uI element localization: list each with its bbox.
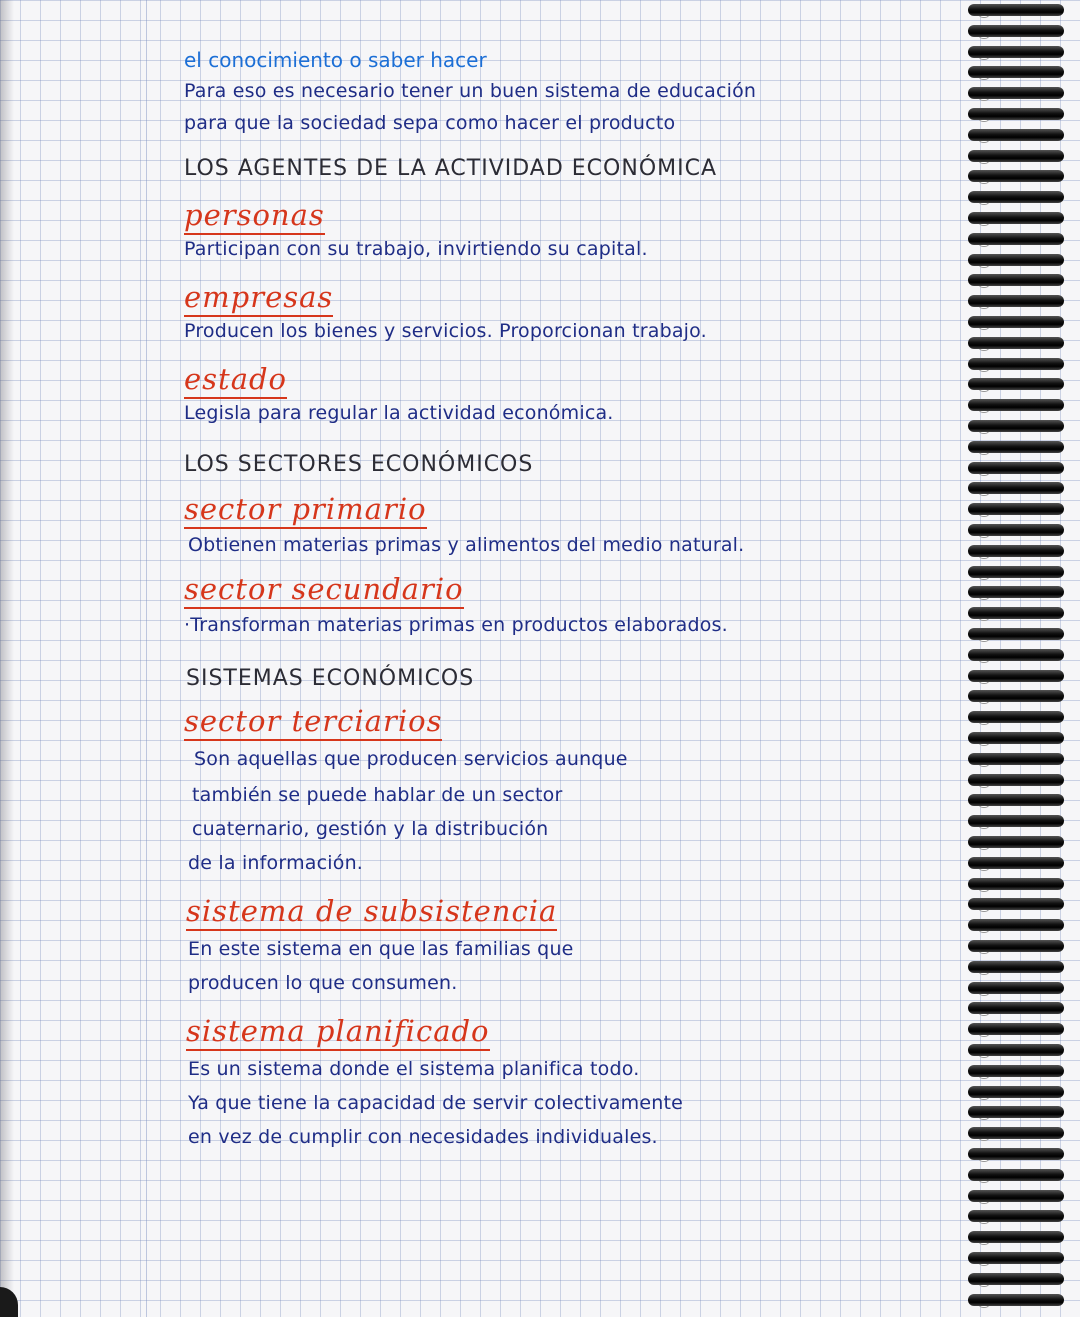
binding-hole <box>978 276 990 288</box>
note-line-secundario: ·Transforman materias primas en productos elaborados. <box>184 614 728 636</box>
spiral-coil <box>968 857 1064 869</box>
spiral-coil <box>968 150 1064 162</box>
binding-hole <box>978 796 990 808</box>
spiral-coil <box>968 836 1064 848</box>
binding-hole <box>978 152 990 164</box>
subheading-sector-secundario <box>184 572 464 609</box>
spiral-coil <box>968 1002 1064 1014</box>
binding-hole <box>978 68 990 80</box>
binding-hole <box>978 1025 990 1037</box>
binding-hole <box>978 588 990 600</box>
spiral-coil <box>968 1252 1064 1264</box>
binding-hole <box>978 484 990 496</box>
binding-hole <box>978 984 990 996</box>
subheading-sector-terciarios <box>184 704 442 741</box>
spiral-coil <box>968 170 1064 182</box>
spiral-coil <box>968 878 1064 890</box>
spiral-coil <box>968 1023 1064 1035</box>
binding-hole <box>978 27 990 39</box>
spiral-coil <box>968 1148 1064 1160</box>
binding-hole <box>978 672 990 684</box>
binding-hole <box>978 48 990 60</box>
spiral-coil <box>968 399 1064 411</box>
heading-sistemas: SISTEMAS ECONÓMICOS <box>186 666 475 691</box>
note-line-terciarios-2: también se puede hablar de un sector <box>192 784 563 806</box>
note-line-3: para que la sociedad sepa como hacer el producto <box>184 112 676 134</box>
binding-hole <box>978 235 990 247</box>
subheading-sector-primario <box>184 492 427 529</box>
binding-hole <box>978 817 990 829</box>
spiral-coil <box>968 358 1064 370</box>
note-line-planificado-2: Ya que tiene la capacidad de servir colectivamente <box>188 1092 684 1114</box>
binding-hole <box>978 713 990 725</box>
binding-hole <box>978 880 990 892</box>
note-line-planificado-3: en vez de cumplir con necesidades individuales. <box>188 1126 658 1148</box>
binding-hole <box>978 172 990 184</box>
spiral-coil <box>968 690 1064 702</box>
spiral-coil <box>968 482 1064 494</box>
spiral-coil <box>968 25 1064 37</box>
spiral-coil <box>968 295 1064 307</box>
heading-sectores: LOS SECTORES ECONÓMICOS <box>184 452 534 477</box>
spiral-coil <box>968 337 1064 349</box>
note-line-planificado-1: Es un sistema donde el sistema planifica todo. <box>188 1058 640 1080</box>
note-line-subsistencia-1: En este sistema en que las familias que <box>188 938 574 960</box>
spiral-coil <box>968 66 1064 78</box>
spiral-coil <box>968 711 1064 723</box>
subheading-sistema-subsistencia-text: sistema de subsistencia <box>186 894 557 931</box>
spiral-coil <box>968 898 1064 910</box>
spiral-coil <box>968 420 1064 432</box>
spiral-coil <box>968 649 1064 661</box>
spiral-coil <box>968 1294 1064 1306</box>
spiral-coil <box>968 524 1064 536</box>
binding-hole <box>978 193 990 205</box>
binding-hole <box>978 1171 990 1183</box>
binding-hole <box>978 443 990 455</box>
binding-hole <box>978 859 990 871</box>
subheading-sistema-subsistencia <box>186 894 557 931</box>
spiral-coil <box>968 1086 1064 1098</box>
spiral-coil <box>968 316 1064 328</box>
binding-hole <box>978 1254 990 1266</box>
binding-hole <box>978 214 990 226</box>
spiral-coil <box>968 670 1064 682</box>
spiral-coil <box>968 46 1064 58</box>
binding-hole <box>978 547 990 559</box>
binding-hole <box>978 318 990 330</box>
subheading-sector-terciarios-text: sector terciarios <box>184 704 442 741</box>
binding-hole <box>978 776 990 788</box>
spiral-coil <box>968 1127 1064 1139</box>
note-line-personas: Participan con su trabajo, invirtiendo su capital. <box>184 238 648 260</box>
binding-hole <box>978 1296 990 1308</box>
binding-hole <box>978 692 990 704</box>
spiral-coil <box>968 4 1064 16</box>
binding-hole <box>978 339 990 351</box>
binding-hole <box>978 651 990 663</box>
spiral-coil <box>968 1273 1064 1285</box>
spiral-coil <box>968 1106 1064 1118</box>
subheading-empresas-text: empresas <box>184 280 333 317</box>
subheading-empresas <box>184 280 333 317</box>
binding-hole <box>978 942 990 954</box>
binding-hole <box>978 963 990 975</box>
margin-line <box>146 0 147 1317</box>
spiral-coil <box>968 1190 1064 1202</box>
spiral-coil <box>968 108 1064 120</box>
note-line-terciarios-4: de la información. <box>188 852 364 874</box>
binding-hole <box>978 89 990 101</box>
binding-hole <box>978 838 990 850</box>
subheading-sector-secundario-text: sector secundario <box>184 572 464 609</box>
subheading-sector-primario-text: sector primario <box>184 492 427 529</box>
spiral-coil <box>968 607 1064 619</box>
binding-hole <box>978 380 990 392</box>
spiral-coil <box>968 274 1064 286</box>
spiral-coil <box>968 753 1064 765</box>
note-line-1: el conocimiento o saber hacer <box>184 48 487 72</box>
binding-hole <box>978 609 990 621</box>
spiral-coil <box>968 378 1064 390</box>
spiral-coil <box>968 815 1064 827</box>
spiral-coil <box>968 191 1064 203</box>
binding-hole <box>978 755 990 767</box>
page-shadow <box>0 0 14 1317</box>
note-line-subsistencia-2: producen lo que consumen. <box>188 972 458 994</box>
binding-hole <box>978 1212 990 1224</box>
spiral-binding <box>960 0 1080 1317</box>
note-line-estado: Legisla para regular la actividad económica. <box>184 402 614 424</box>
spiral-coil <box>968 212 1064 224</box>
binding-hole <box>978 900 990 912</box>
binding-hole <box>978 1067 990 1079</box>
spiral-coil <box>968 503 1064 515</box>
spiral-coil <box>968 545 1064 557</box>
note-line-terciarios-1: Son aquellas que producen servicios aunque <box>194 748 628 770</box>
subheading-personas <box>184 198 325 235</box>
spiral-coil <box>968 129 1064 141</box>
spiral-coil <box>968 441 1064 453</box>
spiral-coil <box>968 586 1064 598</box>
note-line-primario: Obtienen materias primas y alimentos del medio natural. <box>188 534 745 556</box>
binding-hole <box>978 401 990 413</box>
binding-hole <box>978 360 990 372</box>
spiral-coil <box>968 982 1064 994</box>
binding-hole <box>978 1192 990 1204</box>
spiral-coil <box>968 940 1064 952</box>
subheading-sistema-planificado <box>186 1014 490 1051</box>
binding-hole <box>978 505 990 517</box>
heading-agentes: LOS AGENTES DE LA ACTIVIDAD ECONÓMICA <box>184 156 718 181</box>
binding-hole <box>978 256 990 268</box>
spiral-coil <box>968 233 1064 245</box>
binding-hole <box>978 1004 990 1016</box>
spiral-coil <box>968 794 1064 806</box>
spiral-coil <box>968 1044 1064 1056</box>
binding-hole <box>978 734 990 746</box>
binding-hole <box>978 568 990 580</box>
spiral-coil <box>968 566 1064 578</box>
spiral-coil <box>968 1169 1064 1181</box>
spiral-coil <box>968 1065 1064 1077</box>
note-line-2: Para eso es necesario tener un buen sistema de educación <box>184 80 757 102</box>
subheading-sistema-planificado-text: sistema planificado <box>186 1014 490 1051</box>
note-line-terciarios-3: cuaternario, gestión y la distribución <box>192 818 549 840</box>
spiral-coil <box>968 961 1064 973</box>
binding-hole <box>978 131 990 143</box>
spiral-coil <box>968 1231 1064 1243</box>
binding-hole <box>978 464 990 476</box>
spiral-coil <box>968 919 1064 931</box>
binding-hole <box>978 1108 990 1120</box>
spiral-coil <box>968 87 1064 99</box>
binding-hole <box>978 921 990 933</box>
binding-hole <box>978 1046 990 1058</box>
binding-hole <box>978 1233 990 1245</box>
subheading-estado-text: estado <box>184 362 287 399</box>
binding-hole <box>978 526 990 538</box>
binding-hole <box>978 630 990 642</box>
binding-hole <box>978 1129 990 1141</box>
binding-hole <box>978 6 990 18</box>
spiral-coil <box>968 732 1064 744</box>
binding-hole <box>978 1275 990 1287</box>
binding-hole <box>978 1150 990 1162</box>
spiral-coil <box>968 254 1064 266</box>
spiral-coil <box>968 774 1064 786</box>
spiral-coil <box>968 628 1064 640</box>
spiral-coil <box>968 462 1064 474</box>
binding-hole <box>978 297 990 309</box>
spiral-coil <box>968 1210 1064 1222</box>
corner-shadow <box>0 1287 18 1317</box>
subheading-estado <box>184 362 287 399</box>
binding-hole <box>978 422 990 434</box>
note-line-empresas: Producen los bienes y servicios. Proporcionan trabajo. <box>184 320 707 342</box>
binding-hole <box>978 110 990 122</box>
binding-hole <box>978 1088 990 1100</box>
subheading-personas-text: personas <box>184 198 325 235</box>
